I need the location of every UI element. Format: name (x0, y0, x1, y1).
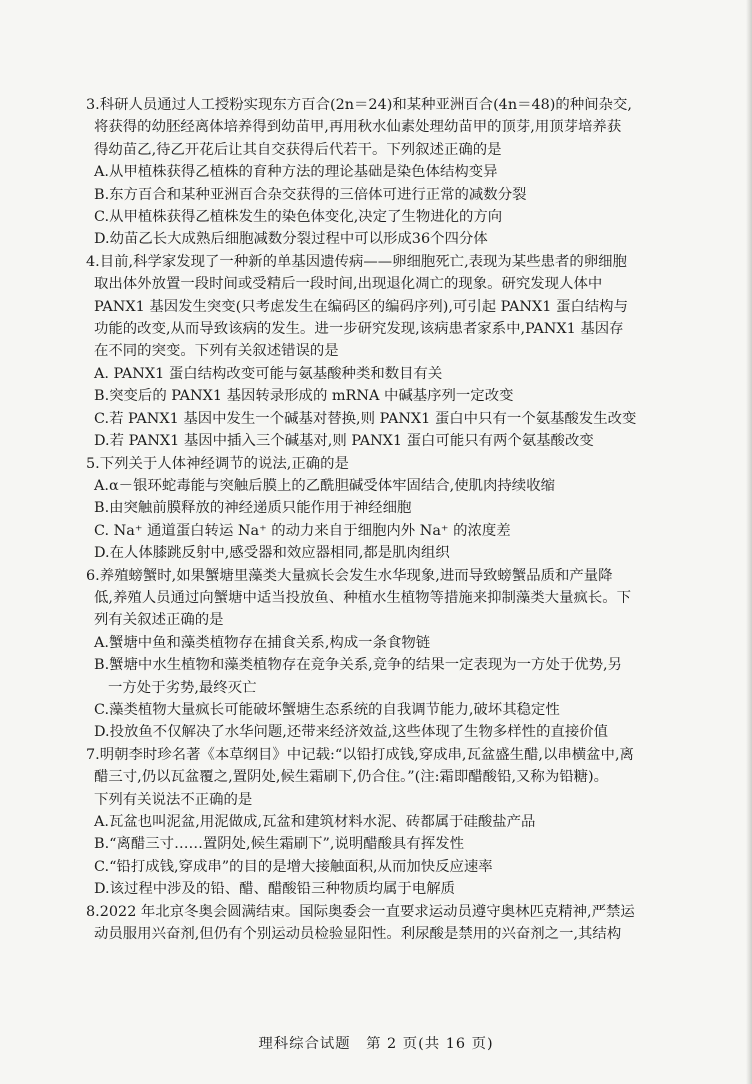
question-stem-line: 取出体外放置一段时间或受精后一段时间,出现退化凋亡的现象。研究发现人体中 (94, 276, 603, 293)
question-list (86, 94, 686, 945)
option-D[interactable]: D.投放鱼不仅解决了水华问题,还带来经济效益,这些体现了生物多样性的直接价值 (94, 724, 609, 741)
question-stem-line: 低,养殖人员通过向蟹塘中适当投放鱼、种植水生植物等措施来抑制藻类大量疯长。下 (94, 589, 632, 606)
option-A[interactable]: A.瓦盆也叫泥盆,用泥做成,瓦盆和建筑材料水泥、砖都属于硅酸盐产品 (94, 814, 536, 830)
option-C[interactable]: C.藻类植物大量疯长可能破坏蟹塘生态系统的自我调节能力,破坏其稳定性 (94, 701, 560, 718)
option-C[interactable]: C.若 PANX1 基因中发生一个碱基对替换,则 PANX1 蛋白中只有一个氨基酸发生改变 (94, 410, 637, 427)
question-4 (86, 251, 686, 453)
question-stem-line: 在不同的突变。下列有关叙述错误的是 (94, 343, 339, 360)
question-stem-line: 功能的改变,从而导致该病的发生。进一步研究发现,该病患者家系中,PANX1 基因存 (94, 321, 624, 338)
option-D[interactable]: D.幼苗乙长大成熟后细胞减数分裂过程中可以形成36个四分体 (94, 231, 488, 248)
option-D[interactable]: D.在人体膝跳反射中,感受器和效应器相同,都是肌肉组织 (94, 545, 450, 562)
option-B[interactable]: B.东方百合和某种亚洲百合杂交获得的三倍体可进行正常的减数分裂 (94, 186, 527, 203)
question-stem-line: 3.科研人员通过人工授粉实现东方百合(2n＝24)和某种亚洲百合(4n＝48)的种间杂交, (86, 97, 632, 113)
question-stem-line: 列有关叙述正确的是 (94, 612, 224, 629)
option-C[interactable]: C. Na⁺ 通道蛋白转运 Na⁺ 的动力来自于细胞内外 Na⁺ 的浓度差 (94, 522, 511, 539)
scan-edge-shadow (746, 0, 752, 1084)
option-D[interactable]: D.该过程中涉及的铅、醋、醋酸铅三种物质均属于电解质 (94, 881, 455, 898)
option-B-cont[interactable]: 一方处于劣势,最终灭亡 (108, 679, 257, 696)
option-A[interactable]: A.从甲植株获得乙植株的育种方法的理论基础是染色体结构变异 (94, 164, 498, 181)
page-footer: 理科综合试题 第 2 页(共 16 页) (258, 1036, 494, 1052)
question-7 (86, 744, 686, 901)
option-C[interactable]: C.从甲植株获得乙植株发生的染色体变化,决定了生物进化的方向 (94, 209, 503, 226)
option-B[interactable]: B.突变后的 PANX1 基因转录形成的 mRNA 中碱基序列一定改变 (94, 388, 514, 405)
option-B[interactable]: B.由突触前膜释放的神经递质只能作用于神经细胞 (94, 500, 412, 517)
option-A[interactable]: A.蟹塘中鱼和藻类植物存在捕食关系,构成一条食物链 (94, 634, 431, 651)
question-5 (86, 453, 686, 565)
question-stem-line: 7.明朝李时珍名著《本草纲目》中记载:“以铅打成钱,穿成串,瓦盆盛生醋,以串横盆中,离 (86, 746, 634, 763)
question-stem-line: 醋三寸,仍以瓦盆覆之,置阴处,候生霜刷下,仍合住。”(注:霜即醋酸铅,又称为铅糖)。 (94, 769, 608, 786)
option-C[interactable]: C.“铅打成钱,穿成串”的目的是增大接触面积,从而加快反应速率 (94, 858, 493, 875)
option-A[interactable]: A.α－银环蛇毒能与突触后膜上的乙酰胆碱受体牢固结合,使肌肉持续收缩 (94, 477, 555, 494)
question-8 (86, 901, 686, 946)
option-D[interactable]: D.若 PANX1 基因中插入三个碱基对,则 PANX1 蛋白可能只有两个氨基酸改变 (94, 433, 594, 450)
question-stem-line: 4.目前,科学家发现了一种新的单基因遗传病——卵细胞死亡,表现为某些患者的卵细胞 (86, 253, 627, 270)
question-stem-line: 8.2022 年北京冬奥会圆满结束。国际奥委会一直要求运动员遵守奥林匹克精神,严禁运 (86, 903, 635, 920)
question-stem-line: 动员服用兴奋剂,但仍有个别运动员检验显阳性。利尿酸是禁用的兴奋剂之一,其结构 (94, 926, 622, 943)
question-stem-line: 将获得的幼胚经离体培养得到幼苗甲,再用秋水仙素处理幼苗甲的顶芽,用顶芽培养获 (94, 119, 622, 136)
question-stem-line: PANX1 基因发生突变(只考虑发生在编码区的编码序列),可引起 PANX1 蛋白结构与 (94, 298, 628, 315)
question-stem-line: 得幼苗乙,待乙开花后让其自交获得后代若干。下列叙述正确的是 (94, 141, 502, 158)
question-6 (86, 565, 686, 744)
option-A[interactable]: A. PANX1 蛋白结构改变可能与氨基酸种类和数目有关 (94, 365, 443, 382)
option-B[interactable]: B.蟹塘中水生植物和藻类植物存在竞争关系,竞争的结果一定表现为一方处于优势,另 (94, 657, 622, 674)
question-stem-line: 下列有关说法不正确的是 (94, 791, 253, 808)
question-3 (86, 94, 686, 251)
question-stem-line: 5.下列关于人体神经调节的说法,正确的是 (86, 455, 349, 472)
option-B[interactable]: B.“离醋三寸……置阴处,候生霜刷下”,说明醋酸具有挥发性 (94, 836, 464, 853)
question-stem-line: 6.养殖螃蟹时,如果蟹塘里藻类大量疯长会发生水华现象,进而导致螃蟹品质和产量降 (86, 567, 613, 584)
